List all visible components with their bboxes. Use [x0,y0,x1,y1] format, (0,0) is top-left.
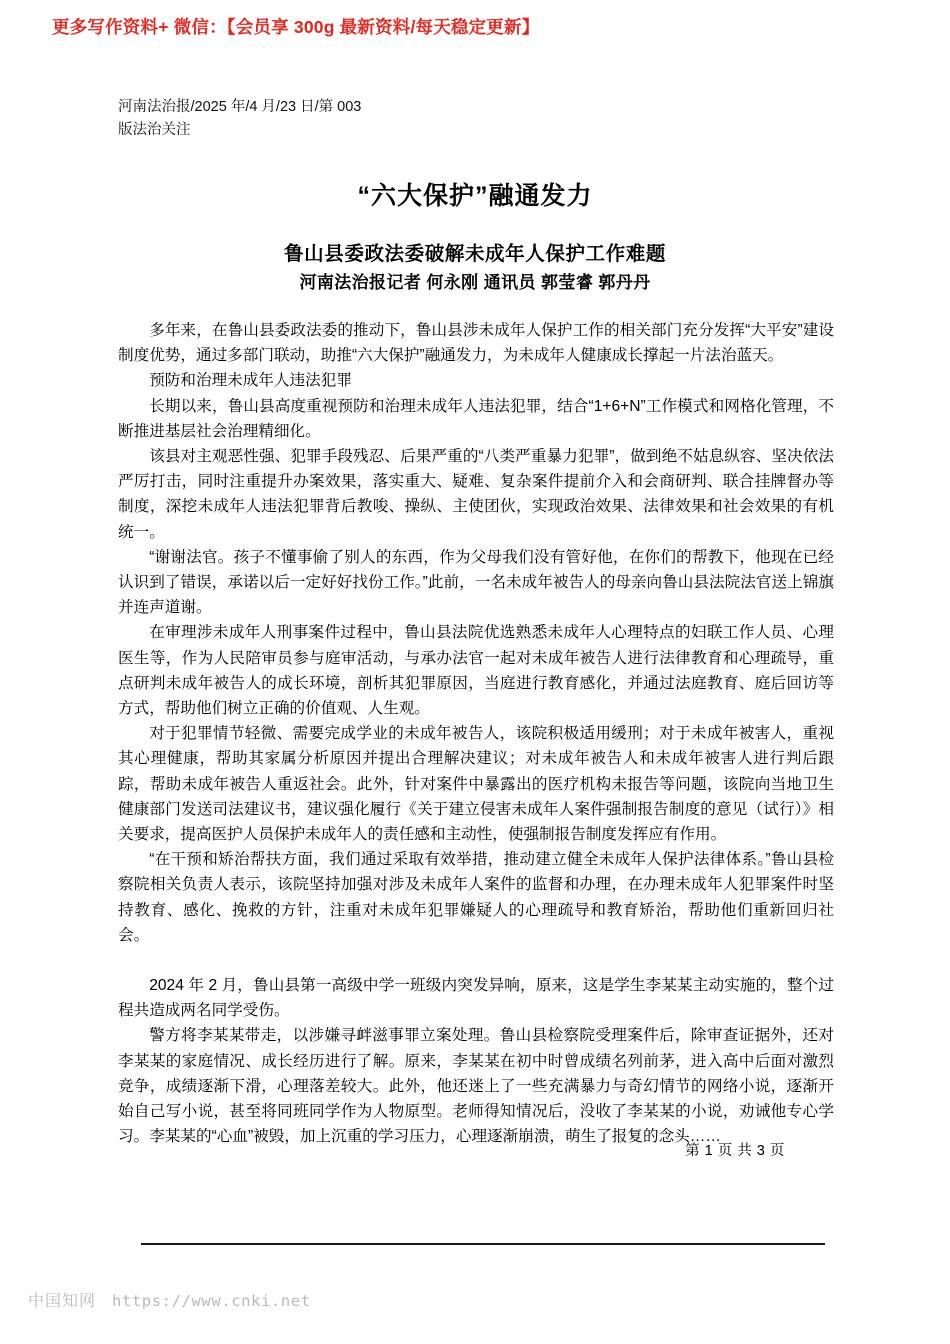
promo-banner-text: 更多写作资料+ 微信：【会员享 300g 最新资料/每天稳定更新】 [52,17,540,37]
cnki-watermark [28,1288,311,1311]
article-paragraph: 长期以来，鲁山县高度重视预防和治理未成年人违法犯罪，结合“1+6+N”工作模式和网格化管理，不断推进基层社会治理精细化。 [118,397,834,440]
article-byline: 河南法治报记者 何永刚 通讯员 郭莹睿 郭丹丹 [299,273,651,292]
article-paragraph: 该县对主观恶性强、犯罪手段残忍、后果严重的“八类严重暴力犯罪”，做到绝不姑息纵容、坚决依法严厉打击，同时注重提升办案效果，落实重大、疑难、复杂案件提前介入和会商研判、联合挂牌督办等制度，深挖未成年人违法犯罪背后教唆、操纵、主使团伙，实现政治效果、法律效果和社会效果的有机统一。 [118,448,834,541]
article-paragraph: 在审理涉未成年人刑事案件过程中，鲁山县法院优选熟悉未成年人心理特点的妇联工作人员、心理医生等，作为人民陪审员参与庭审活动，与承办法官一起对未成年被告人进行法律教育和心理疏导，重点研判未成年被告人的成长环境，剖析其犯罪原因，当庭进行教育感化，并通过法庭教育、庭后回访等方式，帮助他们树立正确的价值观、人生观。 [118,624,834,718]
article-subheadline: 鲁山县委政法委破解未成年人保护工作难题 [284,243,666,266]
footer-divider [141,1243,825,1245]
article-paragraph: “在干预和矫治帮扶方面，我们通过采取有效举措，推动建立健全未成年人保护法律体系。”鲁山县检察院相关负责人表示，该院坚持加强对涉及未成年人案件的监督和办理，在办理未成年人犯罪案件时坚持教育、感化、挽救的方针，注重对未成年犯罪嫌疑人的心理疏导和教育矫治，帮助他们重新回归社会。 [118,851,834,944]
cnki-watermark-url: https://www.cnki.net [112,1292,311,1310]
cnki-watermark-name: 中国知网 [28,1291,97,1310]
article-headline: “六大保护”融通发力 [357,181,593,210]
dateline-line-2: 版法治关注 [118,122,191,138]
dateline [118,96,518,142]
article-paragraph: “谢谢法官。孩子不懂事偷了别人的东西，作为父母我们没有管好他，在你们的帮教下，他现在已经认识到了错误，承诺以后一定好好找份工作。”此前，一名未成年被告人的母亲向鲁山县法院法官送上锦旗并连声道谢。 [118,548,834,617]
page-number: 第 1 页 共 3 页 [685,1143,785,1159]
article-body [118,318,834,1150]
article-paragraph: 多年来，在鲁山县委政法委的推动下，鲁山县涉未成年人保护工作的相关部门充分发挥“大平安”建设制度优势，通过多部门联动，助推“六大保护”融通发力，为未成年人健康成长撑起一片法治蓝天。 [118,322,834,365]
dateline-line-1: 河南法治报/2025 年/4 月/23 日/第 003 [118,99,362,115]
article-paragraph: 2024 年 2 月，鲁山县第一高级中学一班级内突发异响，原来，这是学生李某某主动实施的，整个过程共造成两名同学受伤。 [118,977,834,1020]
article-paragraph: 预防和治理未成年人违法犯罪 [149,372,352,390]
article-paragraph: 对于犯罪情节轻微、需要完成学业的未成年被告人，该院积极适用缓刑；对于未成年被害人，重视其心理健康，帮助其家属分析原因并提出合理解决建议；对未成年被告人和未成年被害人进行判后跟踪，帮助未成年被告人重返社会。此外，针对案件中暴露出的医疗机构未报告等问题，该院向当地卫生健康部门发送司法建议书，建议强化履行《关于建立侵害未成年人案件强制报告制度的意见（试行）》相关要求，提高医护人员保护未成年人的责任感和主动性，使强制报告制度发挥应有作用。 [118,725,834,844]
article-paragraph: 警方将李某某带走，以涉嫌寻衅滋事罪立案处理。鲁山县检察院受理案件后，除审查证据外，还对李某某的家庭情况、成长经历进行了解。原来，李某某在初中时曾成绩名列前茅，进入高中后面对激烈竞争，成绩逐渐下滑，心理落差较大。此外，他还迷上了一些充满暴力与奇幻情节的网络小说，逐渐开始自己写小说，甚至将同班同学作为人物原型。老师得知情况后，没收了李某某的小说，劝诫他专心学习。李某某的“心血”被毁，加上沉重的学习压力，心理逐渐崩溃，萌生了报复的念头…… [118,1027,834,1146]
